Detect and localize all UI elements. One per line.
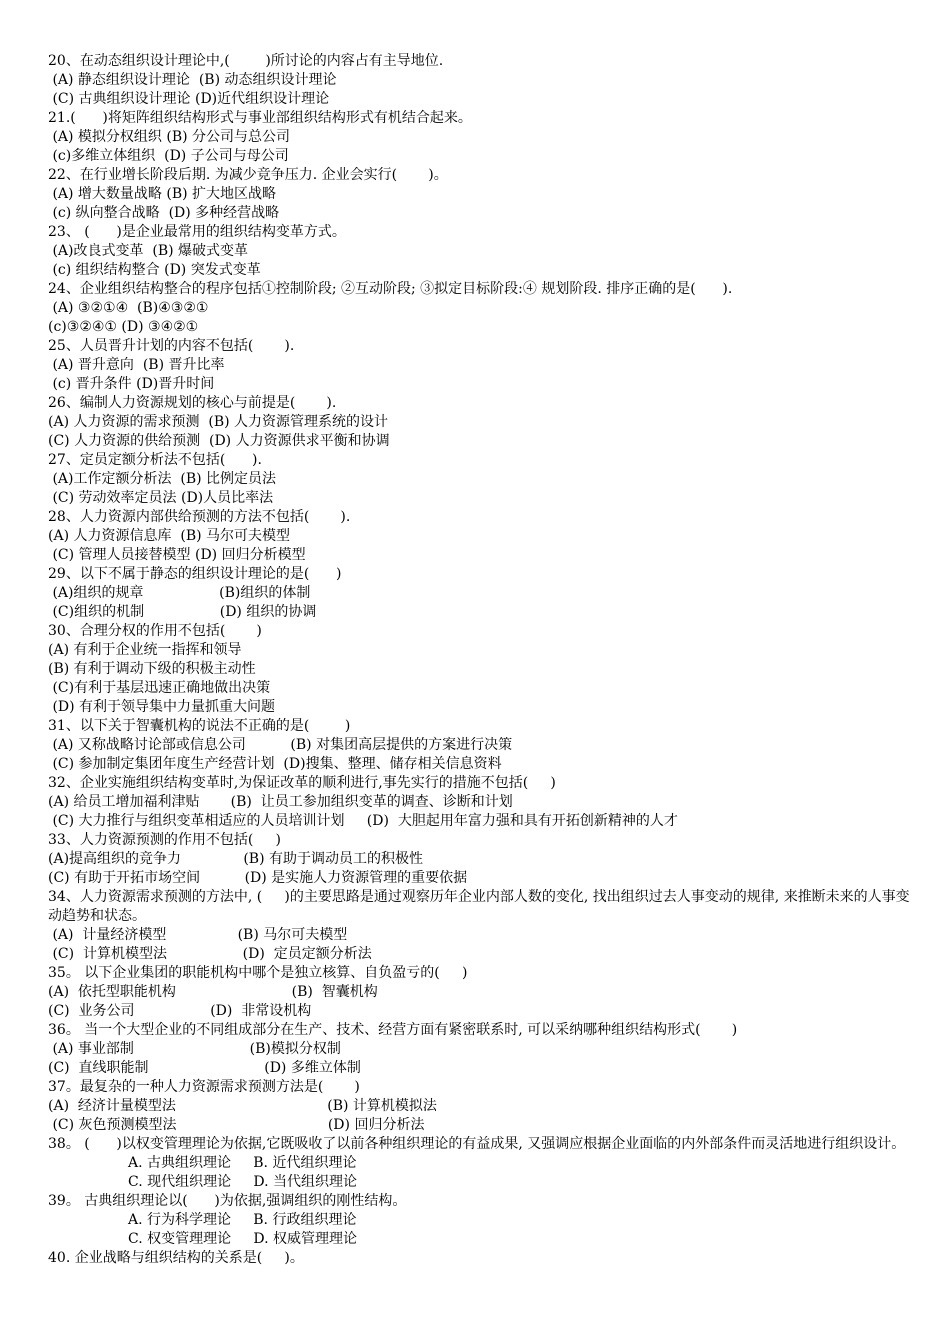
text-line: C. 权变管理理论 D. 权威管理理论 [128, 1231, 357, 1247]
text-line: (C) 有助于开拓市场空间 (D) 是实施人力资源管理的重要依据 [48, 870, 468, 886]
text-line: 29、以下不属于静态的组织设计理论的是( ) [48, 566, 342, 582]
text-line: (A) 经济计量模型法 (B) 计算机模拟法 [48, 1098, 437, 1114]
text-line: 35。 以下企业集团的职能机构中哪个是独立核算、自负盈亏的( ) [48, 965, 468, 981]
text-line: 33、人力资源预测的作用不包括( ) [48, 832, 281, 848]
text-line: (A) 人力资源信息库 (B) 马尔可夫模型 [48, 528, 291, 544]
text-line: (C) 直线职能制 (D) 多维立体制 [48, 1060, 361, 1076]
text-line: (A) 晋升意向 (B) 晋升比率 [48, 357, 225, 373]
text-line: 34、人力资源需求预测的方法中, ( )的主要思路是通过观察历年企业内部人数的变化, 找出组织过去人事变动的规律, 来推断未来的人事变动趋势和状态。 [48, 889, 910, 924]
text-line: (A)组织的规章 (B)组织的体制 [48, 585, 311, 601]
text-line: 23、 ( )是企业最常用的组织结构变革方式。 [48, 224, 346, 240]
text-line: (c)多维立体组织 (D) 子公司与母公司 [48, 148, 289, 164]
text-line: (A) 给员工增加福利津贴 (B) 让员工参加组织变革的调查、诊断和计划 [48, 794, 513, 810]
text-line: 27、定员定额分析法不包括( ). [48, 452, 262, 468]
text-line: (C) 灰色预测模型法 (D) 回归分析法 [48, 1117, 425, 1133]
text-line: (A) 增大数量战略 (B) 扩大地区战略 [48, 186, 277, 202]
text-line: 38。 ( )以权变管理理论为依据,它既吸收了以前各种组织理论的有益成果, 又强调应根据企业面临的内外部条件而灵活地进行组织设计。 [48, 1136, 906, 1152]
text-line: (C)有利于基层迅速正确地做出决策 [48, 680, 271, 696]
text-line: (C) 大力推行与组织变革相适应的人员培训计划 (D) 大胆起用年富力强和具有开拓创新精神的人才 [48, 813, 678, 829]
text-line: 36。 当一个大型企业的不同组成部分在生产、技术、经营方面有紧密联系时, 可以采纳哪种组织结构形式( ) [48, 1022, 738, 1038]
text-line: (A) 事业部制 (B)模拟分权制 [48, 1041, 341, 1057]
text-line: (C) 计算机模型法 (D) 定员定额分析法 [48, 946, 372, 962]
text-line: 40. 企业战略与组织结构的关系是( )。 [48, 1250, 304, 1266]
text-line: (B) 有利于调动下级的积极主动性 [48, 661, 256, 677]
text-line: (C) 人力资源的供给预测 (D) 人力资源供求平衡和协调 [48, 433, 390, 449]
text-line: 31、以下关于智囊机构的说法不正确的是( ) [48, 718, 351, 734]
text-line: (c) 晋升条件 (D)晋升时间 [48, 376, 215, 392]
text-line: (c) 纵向整合战略 (D) 多种经营战略 [48, 205, 280, 221]
text-line: 20、在动态组织设计理论中,( )所讨论的内容占有主导地位. [48, 53, 444, 69]
text-line: 32、企业实施组织结构变革时,为保证改革的顺利进行,事先实行的措施不包括( ) [48, 775, 556, 791]
exam-document [48, 52, 918, 1268]
text-line: (C) 古典组织设计理论 (D)近代组织设计理论 [48, 91, 330, 107]
text-line: (c) 组织结构整合 (D) 突发式变革 [48, 262, 261, 278]
text-line: (A) 静态组织设计理论 (B) 动态组织设计理论 [48, 72, 337, 88]
text-line: (C) 管理人员接替模型 (D) 回归分析模型 [48, 547, 306, 563]
text-line: 26、编制人力资源规划的核心与前提是( ). [48, 395, 337, 411]
text-line: C. 现代组织理论 D. 当代组织理论 [128, 1174, 357, 1190]
text-line: 24、企业组织结构整合的程序包括①控制阶段; ②互动阶段; ③拟定目标阶段:④ 规划阶段. 排序正确的是( ). [48, 281, 733, 297]
text-line: (A) 又称战略讨论部或信息公司 (B) 对集团高层提供的方案进行决策 [48, 737, 513, 753]
text-line: A. 古典组织理论 B. 近代组织理论 [128, 1155, 357, 1171]
text-line: (A)提高组织的竞争力 (B) 有助于调动员工的积极性 [48, 851, 423, 867]
text-line: (A) ③②①④ (B)④③②① [48, 300, 209, 316]
text-line: 39。 古典组织理论以( )为依据,强调组织的刚性结构。 [48, 1193, 407, 1209]
text-line: 28、人力资源内部供给预测的方法不包括( ). [48, 509, 351, 525]
text-line: (A) 依托型职能机构 (B) 智囊机构 [48, 984, 378, 1000]
text-line: (C) 劳动效率定员法 (D)人员比率法 [48, 490, 274, 506]
text-line: (A)工作定额分析法 (B) 比例定员法 [48, 471, 277, 487]
text-line: (A) 模拟分权组织 (B) 分公司与总公司 [48, 129, 291, 145]
text-line: (A) 有利于企业统一指挥和领导 [48, 642, 242, 658]
text-line: (A)改良式变革 (B) 爆破式变革 [48, 243, 249, 259]
text-line: (A) 人力资源的需求预测 (B) 人力资源管理系统的设计 [48, 414, 389, 430]
text-line: (C)组织的机制 (D) 组织的协调 [48, 604, 317, 620]
text-line: (C) 参加制定集团年度生产经营计划 (D)搜集、整理、储存相关信息资料 [48, 756, 502, 772]
text-line: 30、合理分权的作用不包括( ) [48, 623, 262, 639]
text-line: (C) 业务公司 (D) 非常设机构 [48, 1003, 312, 1019]
text-line: 22、在行业增长阶段后期. 为减少竞争压力. 企业会实行( )。 [48, 167, 448, 183]
text-line: A. 行为科学理论 B. 行政组织理论 [128, 1212, 357, 1228]
text-line: (D) 有利于领导集中力量抓重大问题 [48, 699, 276, 715]
text-line: 37。最复杂的一种人力资源需求预测方法是( ) [48, 1079, 360, 1095]
text-line: (A) 计量经济模型 (B) 马尔可夫模型 [48, 927, 348, 943]
text-line: 25、人员晋升计划的内容不包括( ). [48, 338, 295, 354]
text-line: 21.( )将矩阵组织结构形式与事业部组织结构形式有机结合起来。 [48, 110, 472, 126]
text-line: (c)③②④① (D) ③④②① [48, 319, 199, 335]
